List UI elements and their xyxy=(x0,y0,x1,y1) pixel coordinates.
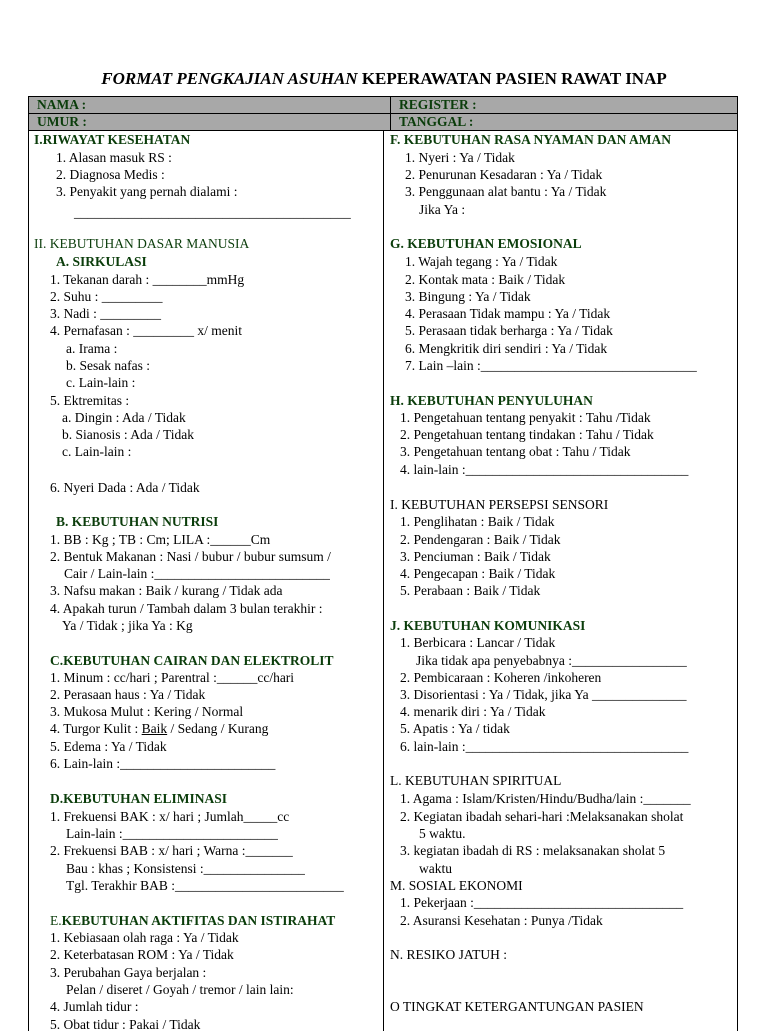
form-line[interactable]: 2. Asuransi Kesehatan : Punya /Tidak xyxy=(400,913,603,928)
form-line[interactable]: 5. Obat tidur : Pakai / Tidak xyxy=(50,1017,201,1032)
form-line[interactable]: 1. Tekanan darah : ________mmHg xyxy=(50,272,245,287)
section-heading: B. KEBUTUHAN NUTRISI xyxy=(56,514,219,529)
section-heading: I.RIWAYAT KESEHATAN xyxy=(34,132,191,147)
section-heading: F. KEBUTUHAN RASA NYAMAN DAN AMAN xyxy=(390,132,672,147)
form-line[interactable]: 5. Perasaan tidak berharga : Ya / Tidak xyxy=(405,323,613,338)
form-line[interactable]: 6. Nyeri Dada : Ada / Tidak xyxy=(50,480,200,495)
section-heading: A. SIRKULASI xyxy=(56,254,147,269)
line-label: 4. Turgor Kulit : xyxy=(50,721,142,736)
form-line[interactable]: Lain-lain :_______________________ xyxy=(66,826,278,841)
form-line[interactable]: 2. Penurunan Kesadaran : Ya / Tidak xyxy=(405,167,603,182)
form-line[interactable]: 1. Alasan masuk RS : xyxy=(56,150,172,165)
form-line[interactable]: 4. Apakah turun / Tambah dalam 3 bulan terakhir : xyxy=(50,601,323,616)
section-heading: D.KEBUTUHAN ELIMINASI xyxy=(50,791,228,806)
register-cell[interactable]: REGISTER : xyxy=(391,97,738,114)
form-line[interactable]: 1. Kebiasaan olah raga : Ya / Tidak xyxy=(50,930,239,945)
form-line[interactable]: 6. Lain-lain :_______________________ xyxy=(50,756,276,771)
form-line[interactable]: a. Irama : xyxy=(66,341,118,356)
form-line[interactable]: _________________________________________ xyxy=(74,205,351,220)
form-line[interactable]: 4. Jumlah tidur : xyxy=(50,999,139,1014)
section-heading: H. KEBUTUHAN PENYULUHAN xyxy=(390,393,593,408)
form-line[interactable]: Bau : khas ; Konsistensi :_______________ xyxy=(66,861,305,876)
patient-header-table xyxy=(28,96,738,131)
form-line[interactable]: 5 waktu. xyxy=(419,826,466,841)
form-line[interactable]: 2. Pendengaran : Baik / Tidak xyxy=(400,532,561,547)
form-line[interactable]: 1. Nyeri : Ya / Tidak xyxy=(405,150,515,165)
form-line[interactable] xyxy=(50,720,268,737)
form-line[interactable]: Jika tidak apa penyebabnya :_________________ xyxy=(416,653,687,668)
form-line[interactable]: 3. Pengetahuan tentang obat : Tahu / Tidak xyxy=(400,444,631,459)
form-line[interactable]: 2. Suhu : _________ xyxy=(50,289,163,304)
form-line[interactable]: 3. kegiatan ibadah di RS : melaksanakan sholat 5 xyxy=(400,843,666,858)
form-line[interactable]: 2. Perasaan haus : Ya / Tidak xyxy=(50,687,206,702)
form-line[interactable]: Tgl. Terakhir BAB :_________________________ xyxy=(66,878,344,893)
form-line[interactable]: 3. Nadi : _________ xyxy=(50,306,161,321)
form-line[interactable]: a. Dingin : Ada / Tidak xyxy=(62,410,186,425)
form-line[interactable]: 2. Pembicaraan : Koheren /inkoheren xyxy=(400,670,602,685)
form-line[interactable]: 4. lain-lain :_________________________________ xyxy=(400,462,689,477)
form-line[interactable]: 4. menarik diri : Ya / Tidak xyxy=(400,704,546,719)
form-line[interactable]: b. Sesak nafas : xyxy=(66,358,150,373)
form-line[interactable]: 2. Diagnosa Medis : xyxy=(56,167,165,182)
section-heading: J. KEBUTUHAN KOMUNIKASI xyxy=(390,618,586,633)
form-line[interactable]: 3. Nafsu makan : Baik / kurang / Tidak ada xyxy=(50,583,283,598)
form-line[interactable]: 4. Pengecapan : Baik / Tidak xyxy=(400,566,556,581)
form-line[interactable]: 1. Penglihatan : Baik / Tidak xyxy=(400,514,555,529)
form-line[interactable]: 3. Perubahan Gaya berjalan : xyxy=(50,965,207,980)
form-line[interactable]: c. Lain-lain : xyxy=(66,375,136,390)
form-line[interactable]: 3. Penciuman : Baik / Tidak xyxy=(400,549,551,564)
form-line[interactable]: 5. Ektremitas : xyxy=(50,393,130,408)
title-rest: KEPERAWATAN PASIEN RAWAT INAP xyxy=(357,69,667,88)
form-line[interactable]: Pelan / diseret / Goyah / tremor / lain lain: xyxy=(66,982,294,997)
line-tail: / Sedang / Kurang xyxy=(167,721,269,736)
form-line[interactable]: 1. Pekerjaan :_______________________________ xyxy=(400,895,684,910)
form-line[interactable]: 2. Kontak mata : Baik / Tidak xyxy=(405,272,566,287)
form-line[interactable]: 3. Penggunaan alat bantu : Ya / Tidak xyxy=(405,184,607,199)
heading-prefix: E. xyxy=(50,913,62,928)
form-line[interactable]: 3. Disorientasi : Ya / Tidak, jika Ya ______________ xyxy=(400,687,687,702)
umur-cell[interactable]: UMUR : xyxy=(29,114,391,131)
column-divider xyxy=(383,131,384,1031)
form-line[interactable]: 2. Bentuk Makanan : Nasi / bubur / bubur sumsum / xyxy=(50,549,331,564)
form-line[interactable]: 2. Pengetahuan tentang tindakan : Tahu / Tidak xyxy=(400,427,654,442)
form-line[interactable]: Cair / Lain-lain :__________________________ xyxy=(64,566,330,581)
form-line[interactable]: 5. Apatis : Ya / tidak xyxy=(400,721,510,736)
form-line[interactable]: I. KEBUTUHAN PERSEPSI SENSORI xyxy=(390,497,609,512)
title-italic: FORMAT PENGKAJIAN ASUHAN xyxy=(101,69,358,88)
form-line[interactable]: 2. Kegiatan ibadah sehari-hari :Melaksanakan sholat xyxy=(400,809,684,824)
form-line[interactable]: Ya / Tidak ; jika Ya : Kg xyxy=(62,618,193,633)
tanggal-cell[interactable]: TANGGAL : xyxy=(391,114,738,131)
form-line[interactable]: 3. Mukosa Mulut : Kering / Normal xyxy=(50,704,244,719)
form-line[interactable]: N. RESIKO JATUH : xyxy=(390,947,508,962)
nama-cell[interactable]: NAMA : xyxy=(29,97,391,114)
form-line[interactable]: 3. Bingung : Ya / Tidak xyxy=(405,289,531,304)
form-line[interactable]: L. KEBUTUHAN SPIRITUAL xyxy=(390,773,562,788)
form-line[interactable]: 1. Wajah tegang : Ya / Tidak xyxy=(405,254,558,269)
section-heading: G. KEBUTUHAN EMOSIONAL xyxy=(390,236,582,251)
form-line[interactable]: 5. Edema : Ya / Tidak xyxy=(50,739,167,754)
form-line[interactable]: 6. lain-lain :_________________________________ xyxy=(400,739,689,754)
form-line[interactable]: b. Sianosis : Ada / Tidak xyxy=(62,427,195,442)
form-line[interactable]: 1. Berbicara : Lancar / Tidak xyxy=(400,635,556,650)
form-line[interactable]: 5. Perabaan : Baik / Tidak xyxy=(400,583,541,598)
form-line[interactable]: 6. Mengkritik diri sendiri : Ya / Tidak xyxy=(405,341,608,356)
form-line[interactable]: 2. Keterbatasan ROM : Ya / Tidak xyxy=(50,947,234,962)
form-line[interactable]: 2. Frekuensi BAB : x/ hari ; Warna :_______ xyxy=(50,843,293,858)
section-heading xyxy=(50,912,335,929)
page-title xyxy=(0,69,768,89)
section-heading: C.KEBUTUHAN CAIRAN DAN ELEKTROLIT xyxy=(50,653,334,668)
form-line[interactable]: 1. Frekuensi BAK : x/ hari ; Jumlah_____cc xyxy=(50,809,290,824)
form-line[interactable]: 4. Pernafasan : _________ x/ menit xyxy=(50,323,242,338)
form-line[interactable]: c. Lain-lain : xyxy=(62,444,132,459)
form-line[interactable]: M. SOSIAL EKONOMI xyxy=(390,878,523,893)
form-line[interactable]: waktu xyxy=(419,861,452,876)
underlined-option: Baik xyxy=(141,721,168,736)
form-line[interactable]: 1. BB : Kg ; TB : Cm; LILA :______Cm xyxy=(50,532,271,547)
form-line[interactable]: 1. Agama : Islam/Kristen/Hindu/Budha/lain :_______ xyxy=(400,791,691,806)
form-line[interactable]: 4. Perasaan Tidak mampu : Ya / Tidak xyxy=(405,306,611,321)
form-line[interactable]: 1. Minum : cc/hari ; Parentral :______cc/hari xyxy=(50,670,295,685)
heading-text: KEBUTUHAN AKTIFITAS DAN ISTIRAHAT xyxy=(61,913,336,928)
form-line[interactable]: O TINGKAT KETERGANTUNGAN PASIEN xyxy=(390,999,644,1014)
form-line[interactable]: 3. Penyakit yang pernah dialami : xyxy=(56,184,238,199)
form-line[interactable]: 7. Lain –lain :________________________________ xyxy=(405,358,697,373)
section-heading: II. KEBUTUHAN DASAR MANUSIA xyxy=(34,236,250,251)
form-line[interactable]: Jika Ya : xyxy=(419,202,466,217)
form-line[interactable]: 1. Pengetahuan tentang penyakit : Tahu /Tidak xyxy=(400,410,651,425)
